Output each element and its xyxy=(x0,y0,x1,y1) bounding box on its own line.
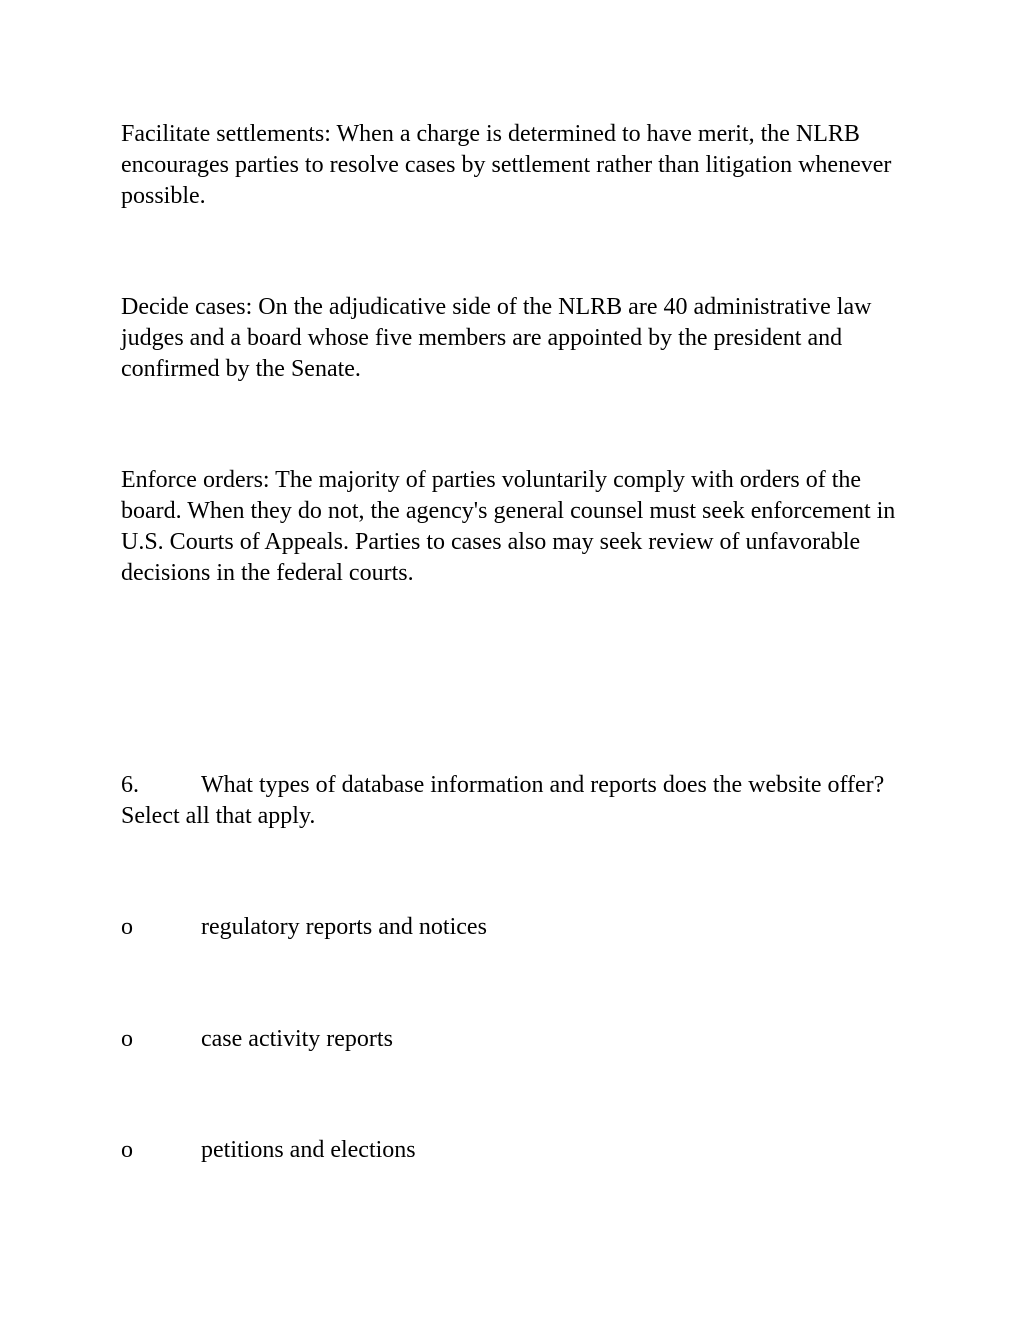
option-marker: o xyxy=(121,1137,133,1163)
paragraph-decide-cases: Decide cases: On the adjudicative side of the NLRB are 40 administrative law judges and a board whose five members are appointed by the president and confirmed by the Senate. xyxy=(121,294,872,382)
paragraph-facilitate-settlements: Facilitate settlements: When a charge is determined to have merit, the NLRB encourages parties to resolve cases by settlement rather than litigation whenever possible. xyxy=(121,121,892,209)
question-text: What types of database information and reports does the website offer? Select all that apply. xyxy=(121,772,885,829)
answer-option-regulatory-reports[interactable] xyxy=(121,912,901,943)
option-label: regulatory reports and notices xyxy=(201,914,487,940)
option-label: case activity reports xyxy=(201,1026,393,1052)
question-6 xyxy=(121,770,901,832)
answer-option-petitions-and-elections[interactable] xyxy=(121,1135,901,1166)
option-label: petitions and elections xyxy=(201,1137,416,1163)
answer-option-case-activity-reports[interactable] xyxy=(121,1024,901,1055)
option-marker: o xyxy=(121,914,133,940)
question-number: 6. xyxy=(121,772,139,798)
option-marker: o xyxy=(121,1026,133,1052)
paragraph-enforce-orders: Enforce orders: The majority of parties voluntarily comply with orders of the board. When they do not, the agency's general counsel must seek enforcement in U.S. Courts of Appeals. Parties to cases also may seek review of unfavorable decisions in the federal courts. xyxy=(121,467,896,586)
